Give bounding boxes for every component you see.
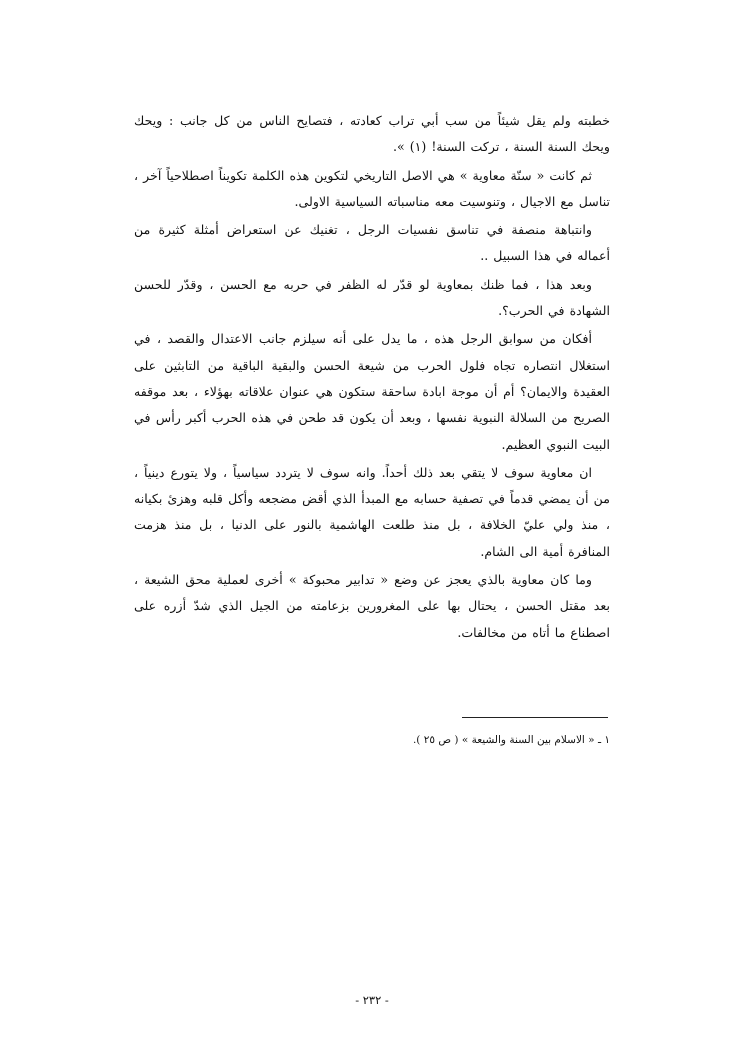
- paragraph-2: ثم كانت « سنّة معاوية » هي الاصل التاريخي لتكوين هذه الكلمة تكويناً اصطلاحياً آخر ، تناسل مع الاجيال ، وتنوسيت معه مناسباته السياسية الاولى.: [134, 167, 610, 209]
- body-text: [134, 108, 610, 648]
- page-number: - ٢٣٢ -: [355, 993, 389, 1007]
- footnote: ١ ـ « الاسلام بين السنة والشيعة » ( ص ٢٥ ).: [412, 734, 610, 746]
- paragraph-1: خطبته ولم يقل شيئاً من سب أبي تراب كعادته ، فتصايح الناس من كل جانب : ويحك ويحك السنة السنة ، تركت السنة! (١) ».: [134, 113, 610, 155]
- paragraph-6: ان معاوية سوف لا يتقي بعد ذلك أحداً. وانه سوف لا يتردد سياسياً ، ولا يتورع دينياً ، من أن يمضي قدماً في تصفية حسابه مع المبدأ الذي أقض مضجعه وأكل قلبه وهزئ بكيانه ، منذ ولي عليّ الخلافة ، بل منذ طلعت الهاشمية بالنور على الدنيا ، بل منذ هزمت المنافرة أمية الى الشام.: [134, 464, 610, 559]
- paragraph-4: وبعد هذا ، فما ظنك بمعاوية لو قدّر له الظفر في حربه مع الحسن ، وقدّر للحسن الشهادة في الحرب؟.: [134, 276, 610, 319]
- paragraph-5: أفكان من سوابق الرجل هذه ، ما يدل على أنه سيلزم جانب الاعتدال والقصد ، في استغلال انتصاره تجاه فلول الحرب من شيعة الحسن والبقية الباقية من التابثين على العقيدة والايمان؟ أم أن موجة ابادة ساحقة ستكون هي عنوان علاقاته بهؤلاء ، بعد موقفه الصريح من السلالة النبوية نفسها ، وبعد أن يكون قد طحن في هذه الحرب أكبر رأس في البيت النبوي العظيم.: [134, 331, 610, 452]
- paragraph-3: وانتباهة منصفة في تناسق نفسيات الرجل ، تغنيك عن استعراض أمثلة كثيرة من أعماله في هذا السبيل ..: [134, 222, 610, 264]
- paragraph-7: وما كان معاوية بالذي يعجز عن وضع « تدابير محبوكة » أخرى لعملية محق الشيعة ، بعد مقتل الحسن ، يحتال بها على المغرورين بزعامته من الجيل الذي شدّ أزره على اصطناع ما أتاه من مخالفات.: [134, 572, 610, 640]
- footnote-separator: [462, 717, 608, 718]
